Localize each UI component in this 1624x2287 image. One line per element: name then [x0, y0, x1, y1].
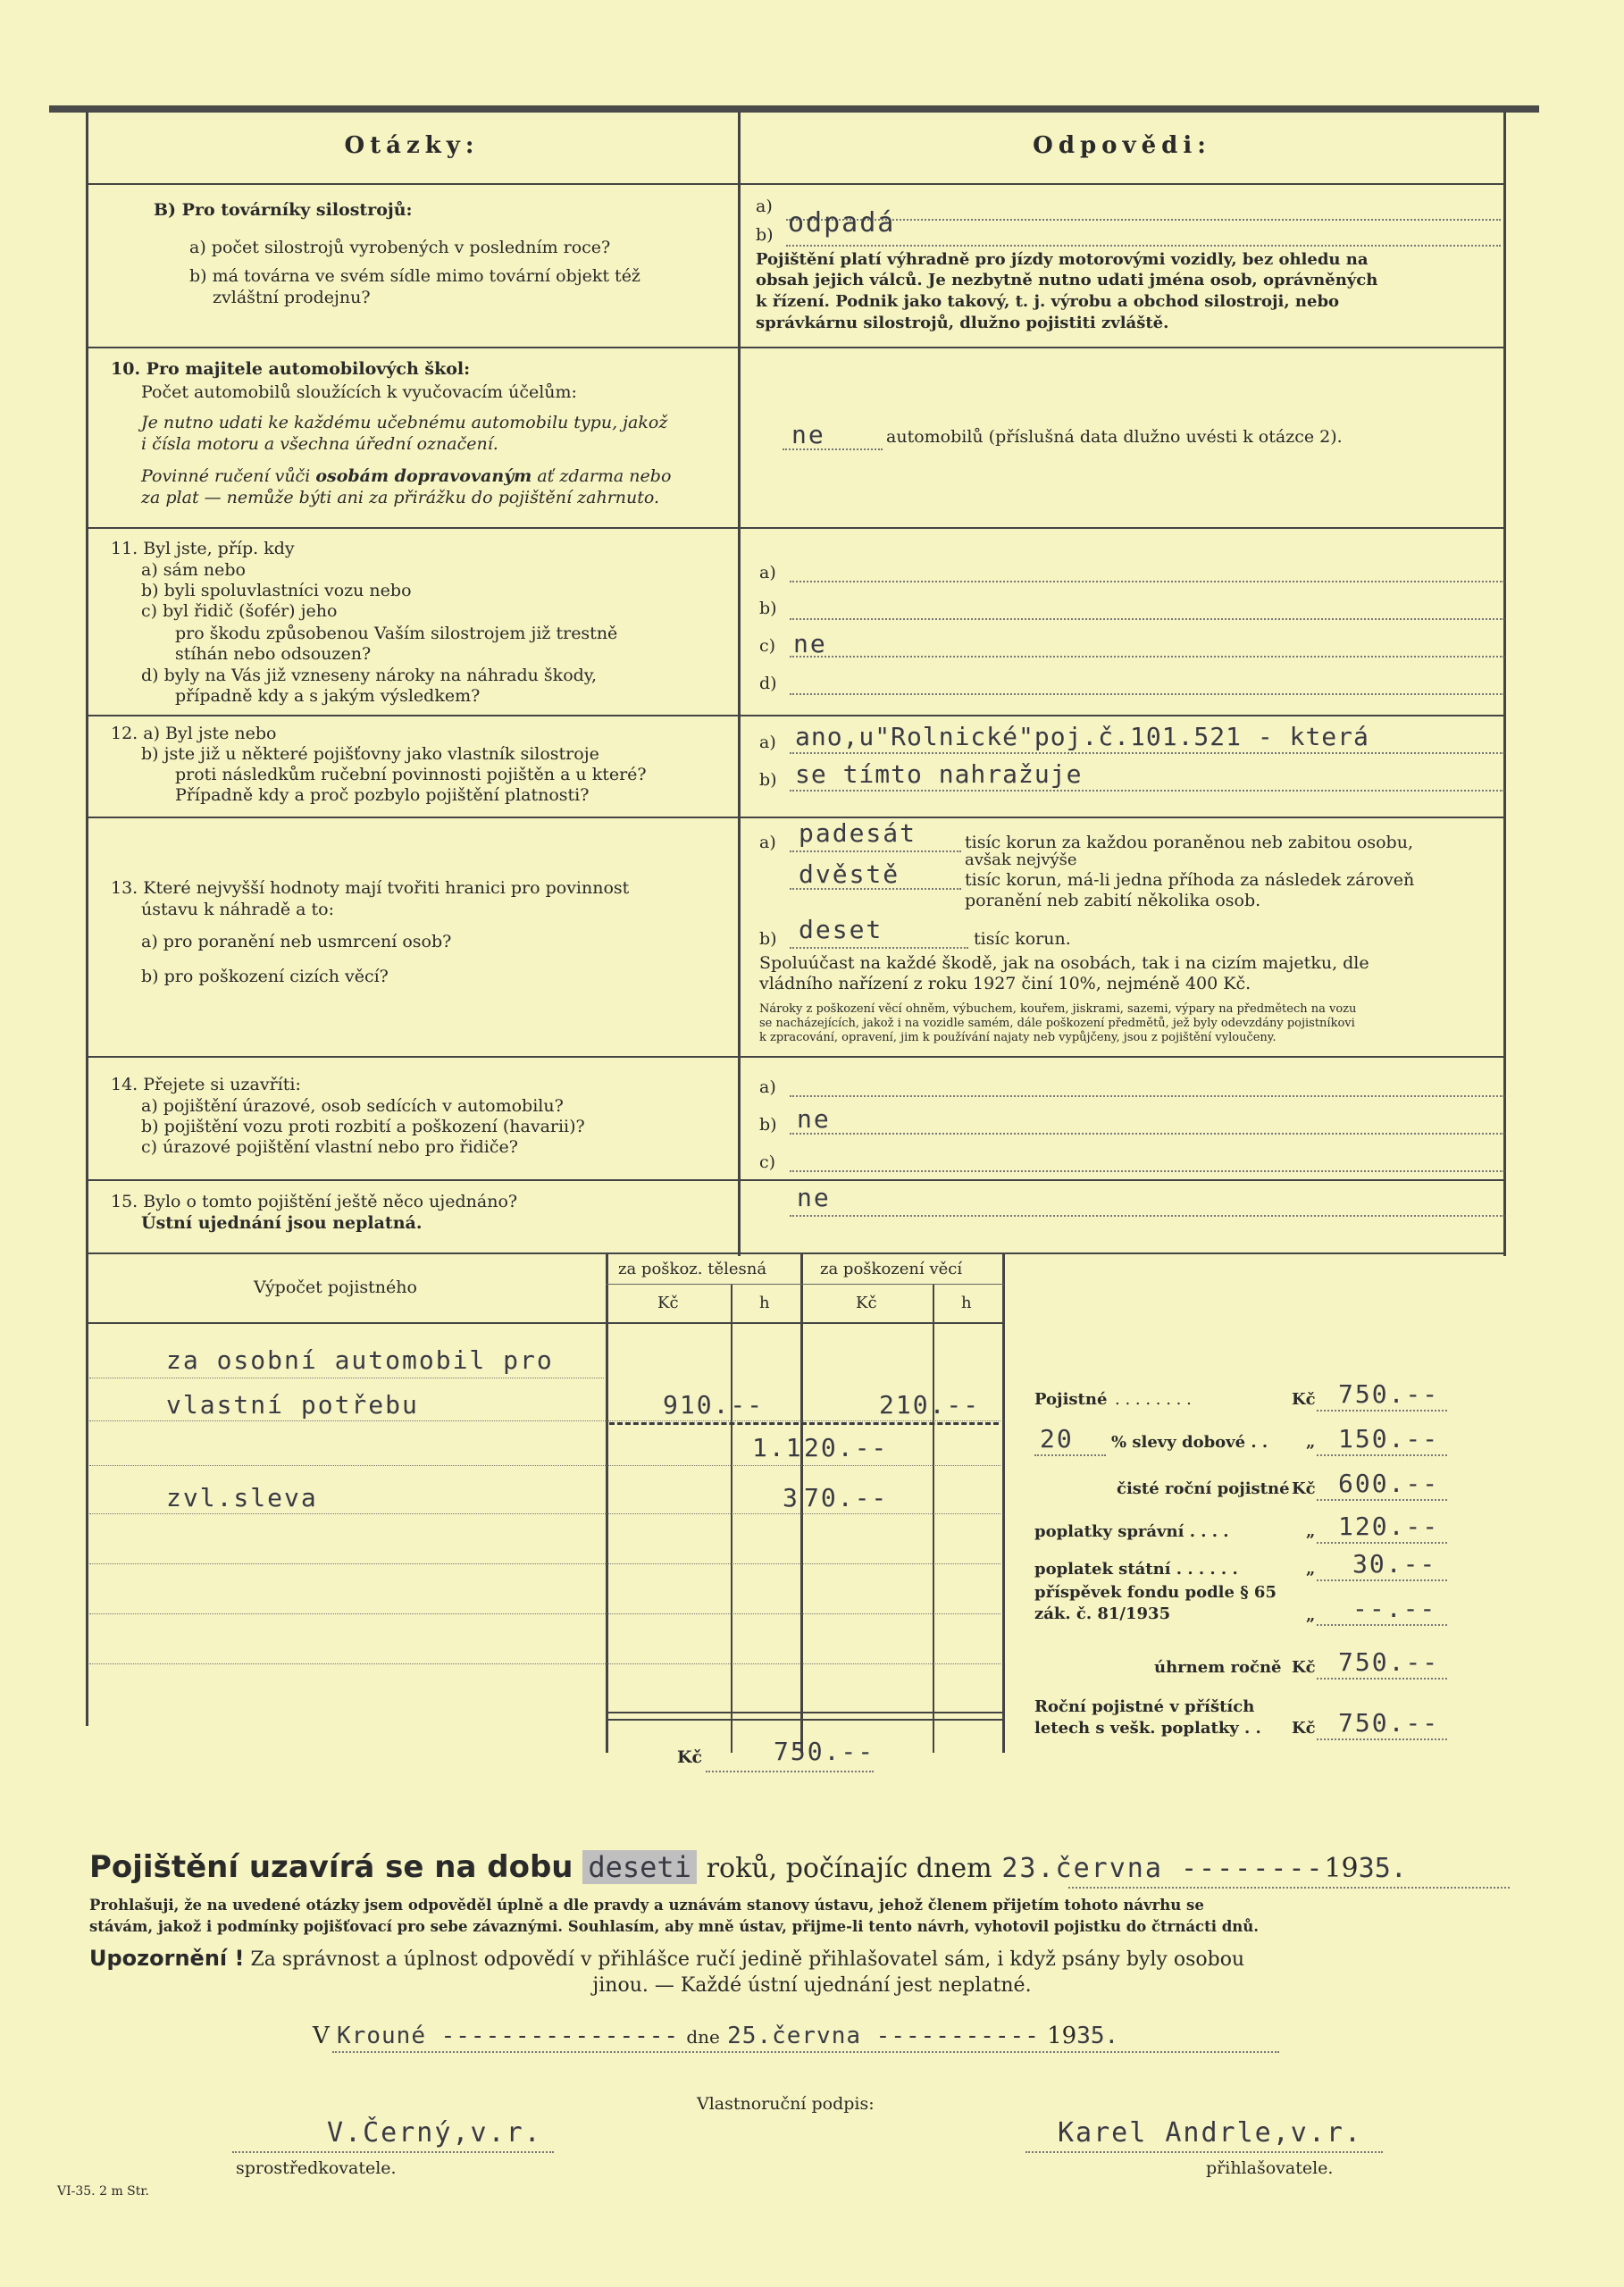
- sum-line-6: [1317, 1624, 1447, 1626]
- q10-italic4: za plat — nemůže býti ani za přirážku do pojištění zahrnuto.: [141, 488, 660, 507]
- sum-line-1: [1317, 1410, 1447, 1412]
- q13-b-text: tisíc korun.: [974, 929, 1071, 949]
- q10-title: 10. Pro majitele automobilových škol:: [111, 359, 471, 379]
- applicant-label: přihlašovatele.: [1206, 2158, 1334, 2178]
- sum-ciste-label: čisté roční pojistné: [1117, 1479, 1290, 1498]
- sum-quote-2: „: [1306, 1522, 1316, 1541]
- calc-col2-mid: [933, 1284, 934, 1753]
- q13-b-value[interactable]: deset: [799, 915, 883, 944]
- sum-spravni[interactable]: 120.--: [1338, 1512, 1440, 1541]
- q11-l8: případně kdy a s jakým výsledkem?: [175, 686, 481, 706]
- q13-a-line: [790, 850, 961, 852]
- sum-line-2: [1317, 1454, 1447, 1456]
- sum-quote-1: „: [1306, 1433, 1316, 1452]
- right-border: [1503, 113, 1506, 1256]
- q10-italic1: Je nutno udati ke každému učebnému automobilu typu, jakož: [141, 413, 668, 432]
- sum-pojistne-dots: . . . . . . . .: [1115, 1390, 1192, 1409]
- q13-a-text3: tisíc korun, má-li jedna příhoda za následek zároveň: [965, 870, 1415, 890]
- start-year[interactable]: 35.: [1358, 1853, 1407, 1884]
- calc-sum-rule-1: [606, 1712, 1004, 1713]
- answers-header: Odpovědi:: [1033, 132, 1211, 159]
- q11-l7: d) byly na Vás již vzneseny nároky na náhradu škody,: [141, 666, 598, 685]
- q11-l1: 11. Byl jste, příp. kdy: [111, 539, 295, 558]
- q11-label-a: a): [759, 563, 776, 582]
- q13-a-line2: [790, 888, 961, 890]
- q14-l2: a) pojištění úrazové, osob sedících v automobilu?: [141, 1096, 564, 1116]
- sum-slevy-label: % slevy dobové . .: [1111, 1433, 1268, 1452]
- sum-fond-1: příspěvek fondu podle § 65: [1034, 1583, 1277, 1602]
- calc-total-label: Kč: [677, 1747, 703, 1767]
- sum-budouci[interactable]: 750.--: [1338, 1708, 1440, 1738]
- q11-l6: stíhán nebo odsouzen?: [175, 644, 372, 664]
- duration-line: [89, 1849, 1407, 1885]
- q13-l3: a) pro poranění neb usmrcení osob?: [141, 932, 452, 951]
- q10-ans-value[interactable]: ne: [791, 420, 825, 449]
- q12-l2: b) jste již u některé pojišťovny jako vlastník silostroje: [141, 744, 599, 764]
- calc-v3b[interactable]: 20.--: [804, 1433, 889, 1462]
- q10-italic3-c: ať zdarma nebo: [537, 466, 672, 486]
- calc-sum-rule-2: [606, 1719, 1004, 1721]
- calc-v2[interactable]: 210.--: [879, 1390, 981, 1420]
- q13-l2: ústavu k náhradě a to:: [141, 900, 335, 919]
- q11-label-b: b): [759, 599, 777, 618]
- rule-after-12: [86, 817, 1506, 818]
- sign-date[interactable]: 25.června -----------: [727, 2023, 1040, 2049]
- calc-row2-line: [89, 1420, 1000, 1421]
- q12-ans-a[interactable]: ano,u"Rolnické"poj.č.101.521 - která: [795, 722, 1369, 751]
- calc-col2-head: za poškození věcí: [820, 1260, 963, 1278]
- q11-ans-value[interactable]: ne: [793, 629, 827, 658]
- sum-statni[interactable]: 30.--: [1352, 1549, 1437, 1579]
- top-rule: [49, 105, 1539, 113]
- sum-slevy[interactable]: 150.--: [1338, 1424, 1440, 1453]
- calc-row3-line: [89, 1465, 1000, 1466]
- calc-row1[interactable]: za osobní automobil pro: [166, 1345, 554, 1375]
- calc-v4a[interactable]: 3: [783, 1483, 799, 1512]
- q14-label-c: c): [759, 1152, 776, 1172]
- calc-title: Výpočet pojistného: [254, 1278, 417, 1297]
- sum-line-5: [1317, 1579, 1447, 1581]
- warning-line-1: [89, 1946, 1244, 1971]
- q12-line-b: [790, 790, 1504, 792]
- calc-row5-line: [89, 1563, 1000, 1564]
- q14-line-a: [790, 1095, 1504, 1097]
- calc-col1-head: za poškoz. tělesná: [618, 1260, 767, 1278]
- rule-after-14: [86, 1179, 1506, 1181]
- year2-prefix: 19: [1047, 2023, 1077, 2049]
- agent-line: [232, 2151, 554, 2153]
- q15-l1: 15. Bylo o tomto pojištění ještě něco ujednáno?: [111, 1192, 518, 1211]
- calc-head-bottom: [86, 1322, 1004, 1324]
- q11-line-b: [790, 618, 1504, 620]
- sum-statni-label: poplatek státní . . . . . .: [1034, 1560, 1238, 1579]
- q12-ans-b-label: b): [759, 770, 777, 790]
- q13-note2: vládního nařízení z roku 1927 činí 10%, nejméně 400 Kč.: [759, 974, 1251, 993]
- q13-a-label: a): [759, 833, 776, 852]
- calc-row4[interactable]: zvl.sleva: [166, 1483, 318, 1512]
- calc-h-2: h: [961, 1294, 972, 1312]
- middle-divider: [738, 113, 741, 1256]
- section-b-b1: b) má továrna ve svém sídle mimo tovární objekt též: [189, 266, 640, 286]
- sum-uhrnem[interactable]: 750.--: [1338, 1647, 1440, 1677]
- q12-ans-b[interactable]: se tímto nahražuje: [795, 759, 1083, 789]
- q14-l3: b) pojištění vozu proti rozbití a poškození (havarii)?: [141, 1117, 585, 1136]
- q13-l1: 13. Které nejvyšší hodnoty mají tvořiti hranici pro povinnost: [111, 878, 630, 898]
- rule-after-b: [86, 347, 1506, 348]
- calc-col1-mid: [731, 1284, 732, 1753]
- b-note-4: správkárnu silostrojů, dlužno pojistiti zvláště.: [756, 314, 1169, 332]
- q13-a-value[interactable]: padesát: [799, 818, 917, 848]
- sum-budouci-2: letech s vešk. poplatky . .: [1034, 1719, 1261, 1738]
- calc-row2-dashes: [609, 1422, 999, 1425]
- q10-italic3-b: osobám dopravovaným: [315, 466, 532, 486]
- rule-after-10: [86, 527, 1506, 529]
- calc-row4-line: [89, 1513, 1000, 1514]
- agent-signature[interactable]: V.Černý,v.r.: [327, 2117, 542, 2149]
- declaration-2: stávám, jakož i podmínky pojišťovací pro sebe závaznými. Souhlasím, aby mně ústav, přijme-li tento návrh, vyhotovil pojistku do čtrnácti dnů.: [89, 1918, 1259, 1935]
- agent-label: sprostředkovatele.: [236, 2158, 397, 2178]
- q13-small3: k zpracování, opravení, jim k používání najaty neb vypůjčeny, jsou z pojištění vyloučeny.: [759, 1031, 1277, 1044]
- q13-small2: se nacházejících, jakož i na vozidle samém, dále poškození předmětů, jež byly odevzdány pojistníkovi: [759, 1017, 1355, 1030]
- q11-line-a: [790, 581, 1504, 582]
- sum-budouci-kc: Kč: [1292, 1719, 1316, 1738]
- q14-line-c: [790, 1170, 1504, 1172]
- b-ans-value[interactable]: odpadá: [788, 207, 896, 239]
- q15-l2: Ústní ujednání jsou neplatná.: [141, 1213, 423, 1233]
- calc-v4b[interactable]: 70.--: [804, 1483, 889, 1512]
- q12-ans-a-label: a): [759, 733, 776, 752]
- q15-line: [790, 1215, 1504, 1217]
- sum-line-3: [1317, 1499, 1447, 1501]
- rule-after-13: [86, 1056, 1506, 1058]
- q13-small1: Nároky z poškození věcí ohněm, výbuchem, kouřem, jiskrami, sazemi, výpary na předmětech na vozu: [759, 1002, 1357, 1016]
- q14-l1: 14. Přejete si uzavříti:: [111, 1075, 301, 1094]
- questions-header: Otázky:: [344, 132, 480, 159]
- sum-line-pct: [1034, 1454, 1106, 1456]
- warning-bold: Upozornění !: [89, 1946, 245, 1971]
- calc-col2-left: [800, 1252, 803, 1753]
- applicant-line: [1025, 2151, 1383, 2153]
- q11-line-d: [790, 693, 1504, 695]
- sum-fond-2: zák. č. 81/1935: [1034, 1604, 1171, 1623]
- q11-l3: b) byli spoluvlastníci vozu nebo: [141, 581, 412, 600]
- q13-note1: Spoluúčast na každé škodě, jak na osobách, tak i na cizím majetku, dle: [759, 953, 1369, 973]
- q13-b-label: b): [759, 929, 777, 949]
- applicant-signature[interactable]: Karel Andrle,v.r.: [1058, 2117, 1363, 2149]
- q11-l2: a) sám nebo: [141, 560, 246, 580]
- q14-label-a: a): [759, 1077, 776, 1097]
- place[interactable]: Krouné ----------------: [337, 2023, 680, 2049]
- b-ans-a-label: a): [756, 197, 773, 216]
- q14-ans-value[interactable]: ne: [797, 1104, 831, 1134]
- signature-title: Vlastnoruční podpis:: [697, 2094, 875, 2114]
- sum-line-7: [1317, 1678, 1447, 1680]
- sum-ciste[interactable]: 600.--: [1338, 1469, 1440, 1498]
- q10-line1: Počet automobilů sloužících k vyučovacím účelům:: [141, 382, 577, 402]
- duration-text-b: roků, počínajíc dnem: [706, 1853, 992, 1884]
- declaration-1: Prohlašuji, že na uvedené otázky jsem odpověděl úplně a dle pravdy a uznávám stanovy ústavu, jehož členem přijetím tohoto návrhu se: [89, 1897, 1204, 1914]
- sum-pojistne[interactable]: 750.--: [1338, 1379, 1440, 1409]
- calc-v3a[interactable]: 1.1: [752, 1433, 803, 1462]
- calc-row2[interactable]: vlastní potřebu: [166, 1390, 419, 1420]
- q14-line-b: [790, 1133, 1504, 1135]
- q12-l1: 12. a) Byl jste nebo: [111, 724, 277, 743]
- q13-a-text4: poranění neb zabití několika osob.: [965, 891, 1261, 910]
- calc-v1[interactable]: 910.--: [663, 1390, 765, 1420]
- sum-line-8: [1317, 1738, 1447, 1740]
- q14-l4: c) úrazové pojištění vlastní nebo pro řidiče?: [141, 1137, 518, 1157]
- q13-a-text: tisíc korun za každou poraněnou neb zabitou osobu,: [965, 833, 1413, 852]
- sum-quote-3: „: [1306, 1560, 1316, 1579]
- q13-l4: b) pro poškození cizích věcí?: [141, 967, 389, 986]
- b-ans-line-b: [786, 245, 1501, 247]
- calc-kc-2: Kč: [856, 1294, 877, 1312]
- b-ans-b-label: b): [756, 225, 774, 245]
- start-date-line: [1068, 1887, 1510, 1889]
- q11-l4: c) byl řidič (šofér) jeho: [141, 601, 338, 621]
- sum-ciste-kc: Kč: [1292, 1479, 1316, 1498]
- b-note-2: obsah jejich válců. Je nezbytně nutno udati jména osob, oprávněných: [756, 271, 1378, 289]
- q10-italic2: i čísla motoru a všechna úřední označení.: [141, 434, 498, 454]
- q10-italic3-a: Povinné ručení vůči: [141, 466, 311, 486]
- duration-text-a: Pojištění uzavírá se na dobu: [89, 1849, 573, 1885]
- q13-a-value2[interactable]: dvěstě: [799, 859, 900, 889]
- q11-label-c: c): [759, 636, 776, 656]
- calc-kc-1: Kč: [657, 1294, 679, 1312]
- calc-row7-line: [89, 1663, 1000, 1664]
- rule-after-15: [86, 1252, 1506, 1254]
- calc-col1-left: [606, 1252, 608, 1753]
- q10-ans-text: automobilů (příslušná data dlužno uvésti k otázce 2).: [886, 427, 1343, 447]
- q14-label-b: b): [759, 1115, 777, 1135]
- header-rule: [86, 183, 1506, 185]
- q13-b-line: [790, 947, 968, 949]
- year-prefix: 19: [1324, 1853, 1359, 1884]
- q11-l5: pro škodu způsobenou Vaším silostrojem již trestně: [175, 624, 618, 643]
- rule-after-11: [86, 715, 1506, 716]
- sum-slevy-pct[interactable]: 20: [1040, 1424, 1074, 1453]
- sum-uhrnem-kc: Kč: [1292, 1658, 1316, 1677]
- calc-row6-line: [89, 1613, 1000, 1614]
- dne-label: dne: [686, 2026, 720, 2048]
- calc-total-line: [706, 1771, 874, 1772]
- place-date-line: [313, 2023, 1118, 2049]
- section-b-a: a) počet silostrojů vyrobených v posledním roce?: [189, 238, 611, 257]
- q15-ans-value[interactable]: ne: [797, 1183, 831, 1212]
- start-date[interactable]: 23.června --------: [1001, 1853, 1325, 1884]
- calc-h-1: h: [759, 1294, 770, 1312]
- sum-pojistne-label: Pojistné: [1034, 1390, 1108, 1409]
- calc-total[interactable]: 750.--: [774, 1737, 875, 1766]
- section-b-title: B) Pro továrníky silostrojů:: [154, 200, 413, 220]
- duration-value[interactable]: deseti: [582, 1850, 697, 1884]
- left-border: [86, 113, 88, 1256]
- q12-line-a: [790, 752, 1504, 754]
- sum-line-4: [1317, 1542, 1447, 1544]
- place-line: [332, 2051, 1279, 2053]
- place-prefix: V: [313, 2023, 330, 2049]
- sum-quote-4: „: [1306, 1606, 1316, 1625]
- b-note-1: Pojištění platí výhradně pro jízdy motorovými vozidly, bez ohledu na: [756, 250, 1369, 269]
- q12-l4: Případně kdy a proč pozbylo pojištění platnosti?: [175, 785, 590, 805]
- q11-label-d: d): [759, 674, 777, 693]
- calc-head-rule: [606, 1284, 1004, 1285]
- sum-uhrnem-label: úhrnem ročně: [1154, 1658, 1282, 1677]
- sum-budouci-1: Roční pojistné v příštích: [1034, 1697, 1255, 1716]
- calc-col2-right: [1002, 1252, 1005, 1753]
- section-b-b2: zvláštní prodejnu?: [213, 288, 371, 307]
- warning-line-2: jinou. — Každé ústní ujednání jest neplatné.: [592, 1974, 1032, 1997]
- q10-italic3: [141, 466, 671, 487]
- sum-spravni-label: poplatky správní . . . .: [1034, 1522, 1229, 1541]
- sign-year[interactable]: 35.: [1076, 2023, 1119, 2049]
- form-code: VI-35. 2 m Str.: [57, 2184, 149, 2199]
- b-note-3: k řízení. Podnik jako takový, t. j. výrobu a obchod silostroji, nebo: [756, 292, 1340, 311]
- sum-fond[interactable]: --.--: [1352, 1594, 1437, 1623]
- q13-a-text2: avšak nejvýše: [965, 850, 1077, 869]
- q11-line-c: [790, 656, 1504, 658]
- warning-text-1: Za správnost a úplnost odpovědí v přihlášce ručí jedině přihlašovatel sám, i když psány byly osobou: [250, 1948, 1245, 1971]
- sum-pojistne-kc: Kč: [1292, 1390, 1316, 1409]
- q12-l3: proti následkům ručební povinnosti pojištěn a u které?: [175, 765, 647, 784]
